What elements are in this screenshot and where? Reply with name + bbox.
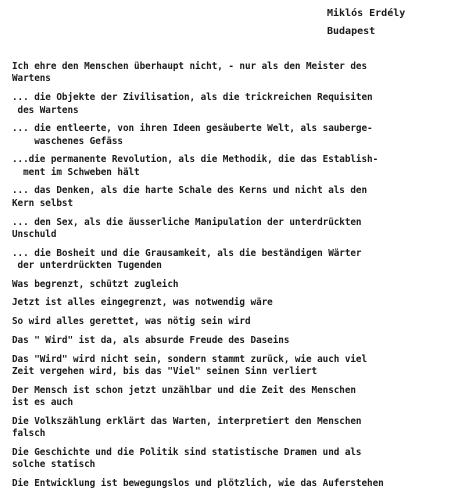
paragraph: Das "Wird" wird nicht sein, sondern stammt zurück, wie auch viel Zeit vergehen wird, bis das "Viel" seinen Sinn verliert [12, 353, 368, 377]
city-name: Budapest [327, 26, 376, 37]
manifesto-text [12, 61, 448, 497]
page-header [327, 5, 405, 41]
paragraph: So wird alles gerettet, was nötig sein wird [12, 316, 251, 328]
paragraph: Ich ehre den Menschen überhaupt nicht, - nur als den Meister des Wartens [12, 61, 368, 85]
author-name: Miklós Erdély [327, 8, 406, 19]
paragraph: Die Geschichte und die Politik sind statistische Dramen und als solche statisch [12, 446, 362, 471]
paragraph: ... das Denken, als die harte Schale des Kerns und nicht als den Kern selbst [12, 185, 368, 209]
paragraph: ... die Bosheit und die Grausamkeit, als die beständigen Wärter der unterdrückten Tugenden [12, 247, 362, 272]
paragraph: ... die entleerte, von ihren Ideen gesäuberte Welt, als saubergе- waschenes Gefäss [12, 123, 373, 147]
paragraph: Der Mensch ist schon jetzt unzählbar und die Zeit des Menschen ist es auch [12, 384, 356, 409]
paragraph: ... den Sex, als die äusserliche Manipulation der unterdrückten Unschuld [12, 216, 362, 240]
paragraph: Die Entwicklung ist bewegungslos und plötzlich, wie das Auferstehen [12, 478, 384, 490]
paragraph: Die Volkszählung erklärt das Warten, interpretiert den Menschen falsch [12, 415, 362, 440]
paragraph: Jetzt ist alles eingegrenzt, was notwendig wäre [12, 297, 273, 309]
paragraph: ...die permanente Revolution, als die Methodik, die das Establish- ment im Schweben hält [12, 154, 379, 178]
paragraph: Das " Wird" ist da, als absurde Freude des Daseins [12, 334, 290, 346]
paragraph: ... die Objekte der Zivilisation, als die trickreichen Requisiten des Wartens [12, 92, 373, 116]
paragraph: Was begrenzt, schützt zugleich [12, 278, 179, 290]
